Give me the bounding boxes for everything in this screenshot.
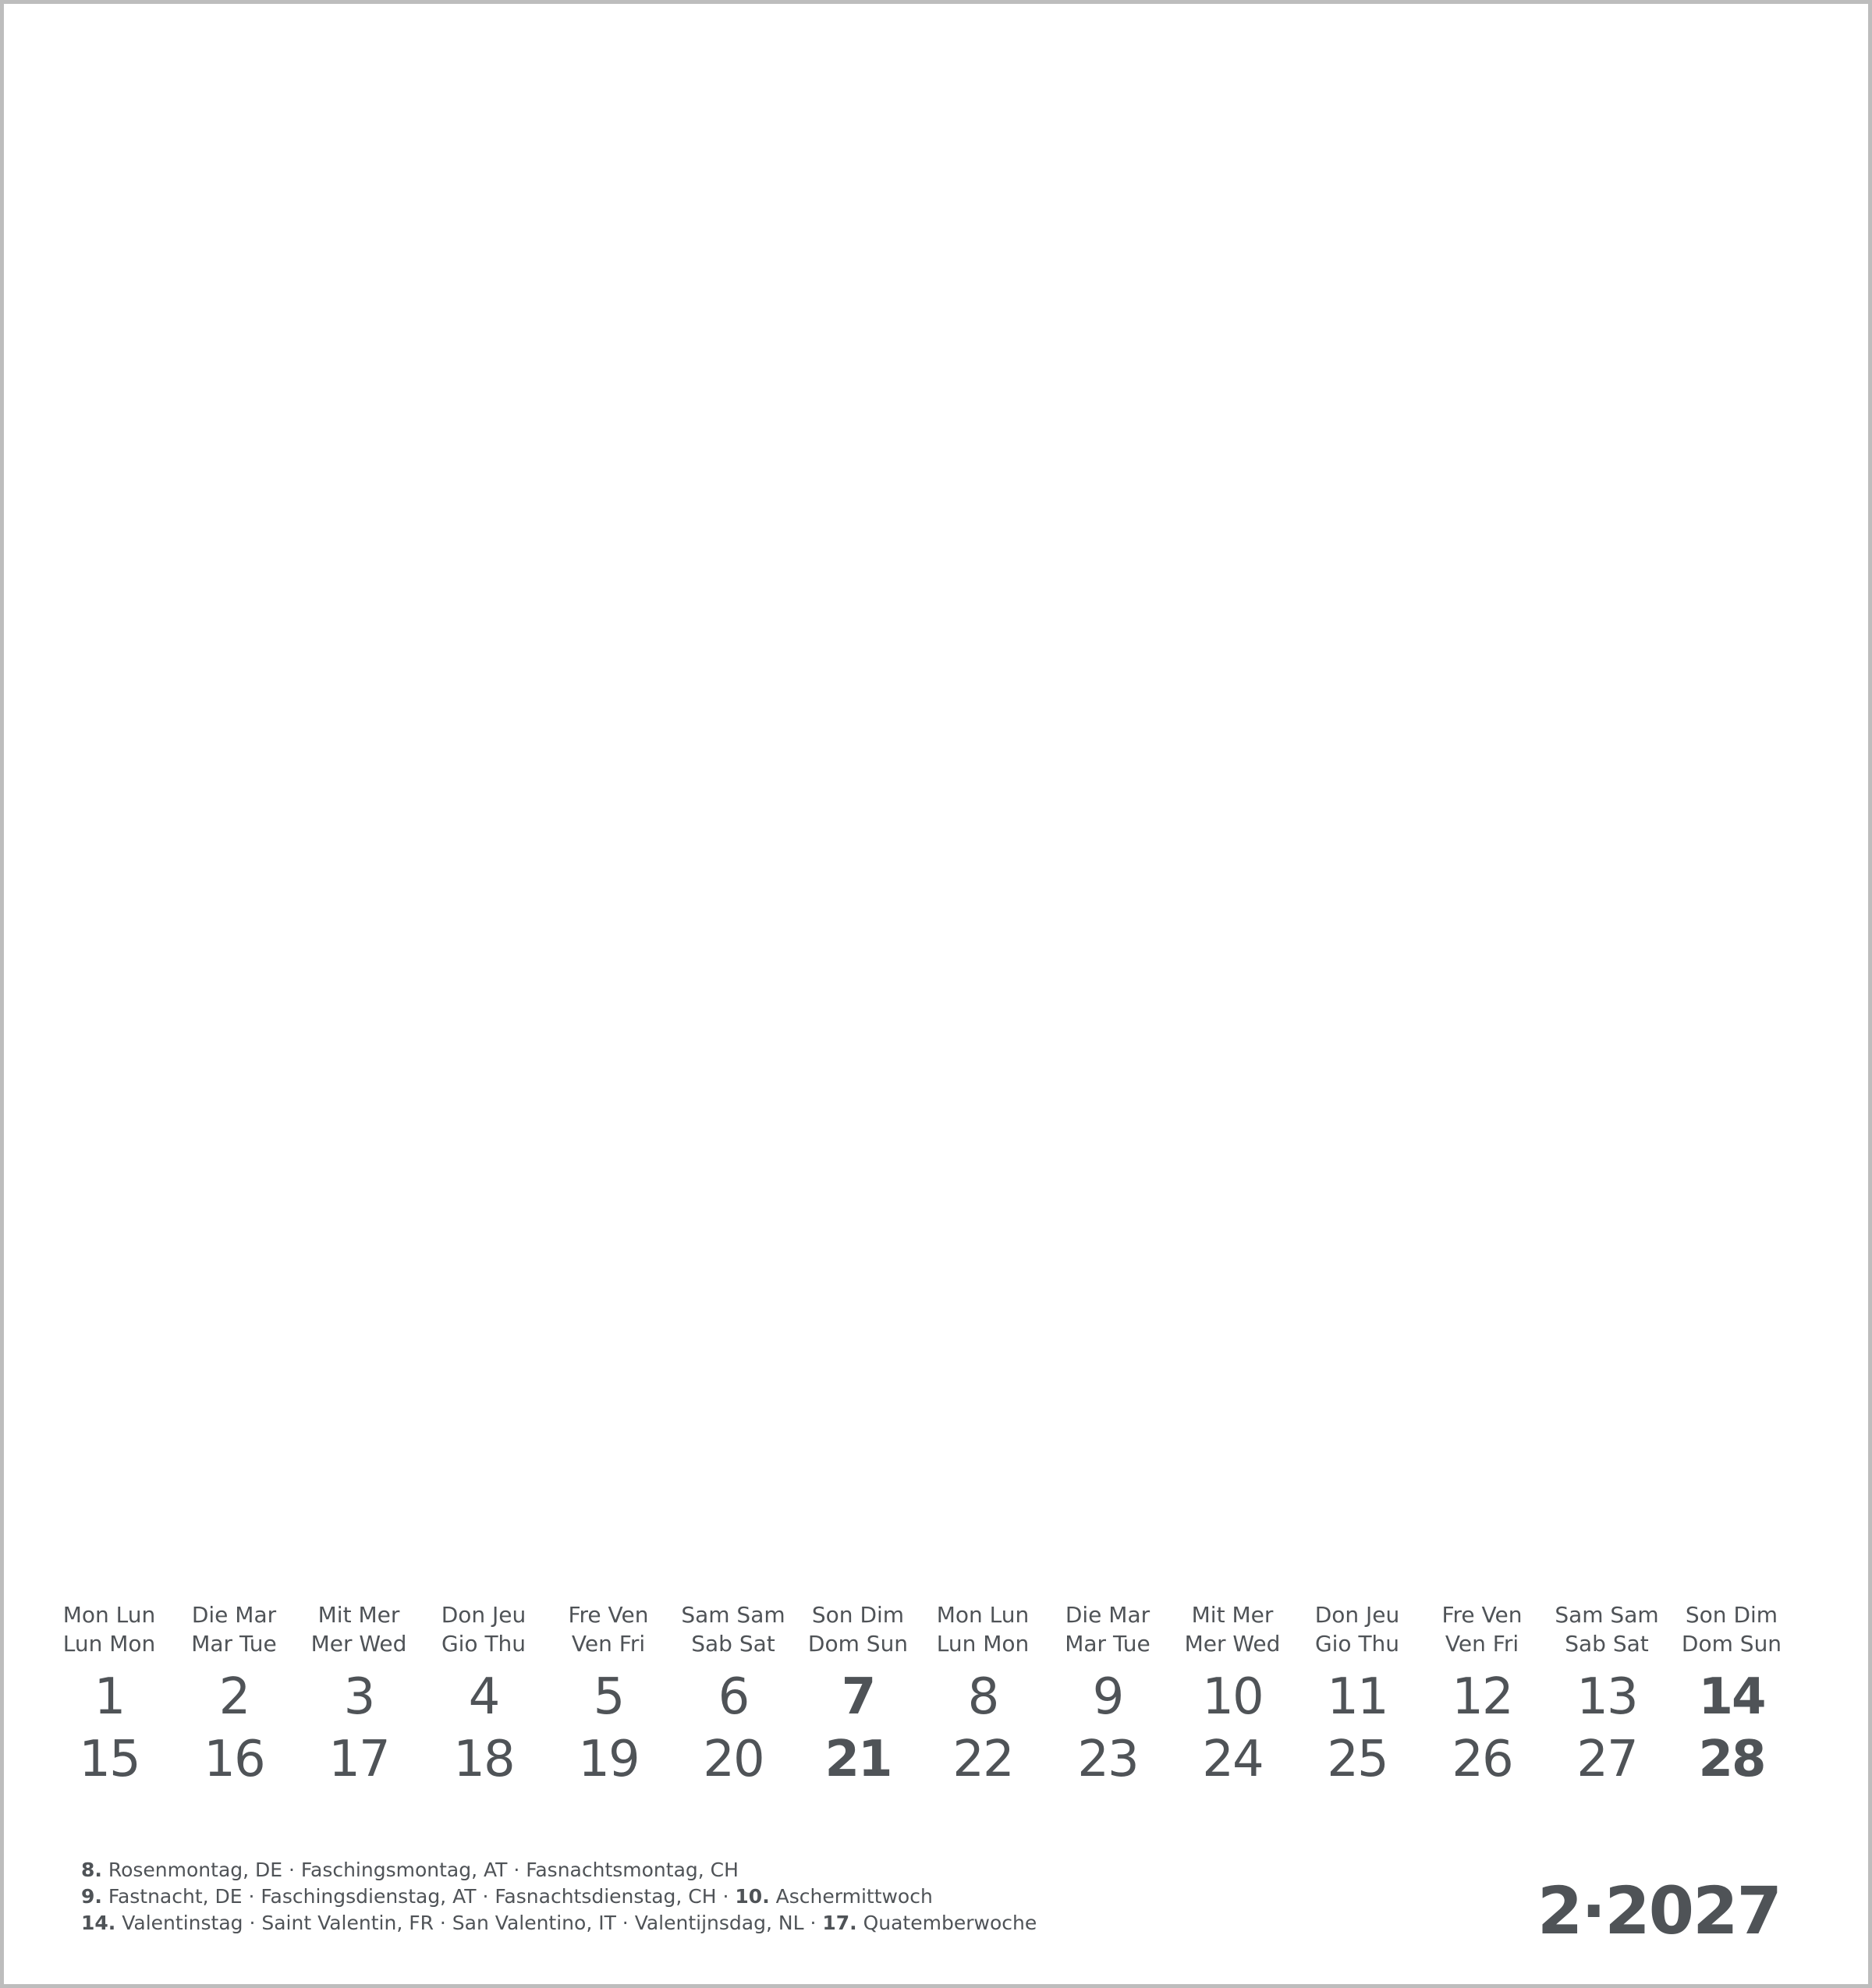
- day-number: 15: [79, 1731, 140, 1788]
- day-number: 25: [1327, 1731, 1388, 1788]
- note-date: 9.: [81, 1885, 102, 1908]
- weekday-label-secondary: Sab Sat: [1565, 1631, 1649, 1657]
- weekday-label-primary: Mon Lun: [936, 1602, 1030, 1628]
- calendar-column: [796, 1600, 920, 1791]
- holiday-notes: [81, 1857, 1037, 1937]
- calendar-column: [920, 1600, 1045, 1791]
- calendar-column: [1669, 1600, 1794, 1791]
- day-number: 12: [1452, 1668, 1512, 1726]
- weekday-label-secondary: Sab Sat: [691, 1631, 775, 1657]
- weekday-label-secondary: Lun Mon: [62, 1631, 156, 1657]
- note-line: [81, 1910, 1037, 1937]
- day-number: 23: [1077, 1731, 1138, 1788]
- calendar-column: [546, 1600, 671, 1791]
- note-date: 8.: [81, 1859, 102, 1881]
- weekday-label-primary: Die Mar: [1065, 1602, 1150, 1628]
- note-text: Rosenmontag, DE · Faschingsmontag, AT · Fasnachtsmontag, CH: [101, 1859, 739, 1881]
- weekday-label-primary: Fre Ven: [1441, 1602, 1523, 1628]
- weekday-label-primary: Sam Sam: [1555, 1602, 1659, 1628]
- note-date: 14.: [81, 1912, 116, 1934]
- day-number: 17: [328, 1731, 389, 1788]
- day-number: 9: [1092, 1668, 1123, 1726]
- note-text: Fastnacht, DE · Faschingsdienstag, AT · Fasnachtsdienstag, CH ·: [101, 1885, 736, 1908]
- day-number: 13: [1576, 1668, 1637, 1726]
- calendar-column: [296, 1600, 421, 1791]
- day-number: 14: [1698, 1668, 1765, 1726]
- note-date: 10.: [735, 1885, 770, 1908]
- note-line: [81, 1857, 1037, 1883]
- weekday-label-secondary: Lun Mon: [936, 1631, 1030, 1657]
- weekday-label-primary: Die Mar: [191, 1602, 277, 1628]
- weekday-label-secondary: Mer Wed: [310, 1631, 407, 1657]
- weekday-label-secondary: Mar Tue: [191, 1631, 277, 1657]
- calendar-column: [1045, 1600, 1170, 1791]
- day-number: 4: [468, 1668, 499, 1726]
- day-number: 7: [841, 1668, 875, 1726]
- day-number: 26: [1452, 1731, 1512, 1788]
- day-number: 16: [204, 1731, 264, 1788]
- weekday-label-secondary: Dom Sun: [807, 1631, 909, 1657]
- calendar-grid: [47, 1600, 1825, 1791]
- calendar-column: [1544, 1600, 1669, 1791]
- weekday-label-primary: Fre Ven: [568, 1602, 649, 1628]
- note-text: Quatemberwoche: [856, 1912, 1037, 1934]
- note-text: Valentinstag · Saint Valentin, FR · San Valentino, IT · Valentijnsdag, NL ·: [115, 1912, 823, 1934]
- day-number: 28: [1698, 1731, 1765, 1788]
- weekday-label-primary: Don Jeu: [1314, 1602, 1400, 1628]
- weekday-label-secondary: Mar Tue: [1065, 1631, 1150, 1657]
- note-date: 17.: [822, 1912, 857, 1934]
- calendar-column: [1420, 1600, 1544, 1791]
- day-number: 8: [967, 1668, 998, 1726]
- day-number: 21: [824, 1731, 892, 1788]
- weekday-label-primary: Mit Mer: [1191, 1602, 1274, 1628]
- calendar-column: [47, 1600, 172, 1791]
- weekday-label-primary: Son Dim: [811, 1602, 905, 1628]
- weekday-label-primary: Son Dim: [1685, 1602, 1778, 1628]
- day-number: 5: [593, 1668, 624, 1726]
- weekday-label-primary: Mon Lun: [62, 1602, 156, 1628]
- weekday-label-primary: Don Jeu: [441, 1602, 526, 1628]
- day-number: 24: [1202, 1731, 1263, 1788]
- weekday-label-secondary: Ven Fri: [571, 1631, 646, 1657]
- note-line: [81, 1883, 1037, 1910]
- weekday-label-secondary: Dom Sun: [1681, 1631, 1782, 1657]
- day-number: 3: [343, 1668, 374, 1726]
- calendar-column: [421, 1600, 546, 1791]
- day-number: 2: [218, 1668, 250, 1726]
- day-number: 10: [1202, 1668, 1263, 1726]
- note-text: Aschermittwoch: [769, 1885, 933, 1908]
- weekday-label-secondary: Gio Thu: [441, 1631, 526, 1657]
- weekday-label-primary: Sam Sam: [681, 1602, 785, 1628]
- weekday-label-primary: Mit Mer: [317, 1602, 400, 1628]
- weekday-label-secondary: Mer Wed: [1184, 1631, 1281, 1657]
- weekday-label-secondary: Gio Thu: [1314, 1631, 1400, 1657]
- day-number: 19: [578, 1731, 639, 1788]
- day-number: 1: [94, 1668, 125, 1726]
- day-number: 6: [718, 1668, 749, 1726]
- day-number: 22: [952, 1731, 1013, 1788]
- day-number: 18: [453, 1731, 514, 1788]
- month-year-label: 2·2027: [1537, 1873, 1781, 1949]
- calendar-column: [1295, 1600, 1420, 1791]
- weekday-label-secondary: Ven Fri: [1445, 1631, 1519, 1657]
- calendar-column: [1170, 1600, 1295, 1791]
- day-number: 11: [1327, 1668, 1388, 1726]
- day-number: 20: [703, 1731, 764, 1788]
- day-number: 27: [1576, 1731, 1637, 1788]
- calendar-column: [172, 1600, 296, 1791]
- calendar-column: [671, 1600, 796, 1791]
